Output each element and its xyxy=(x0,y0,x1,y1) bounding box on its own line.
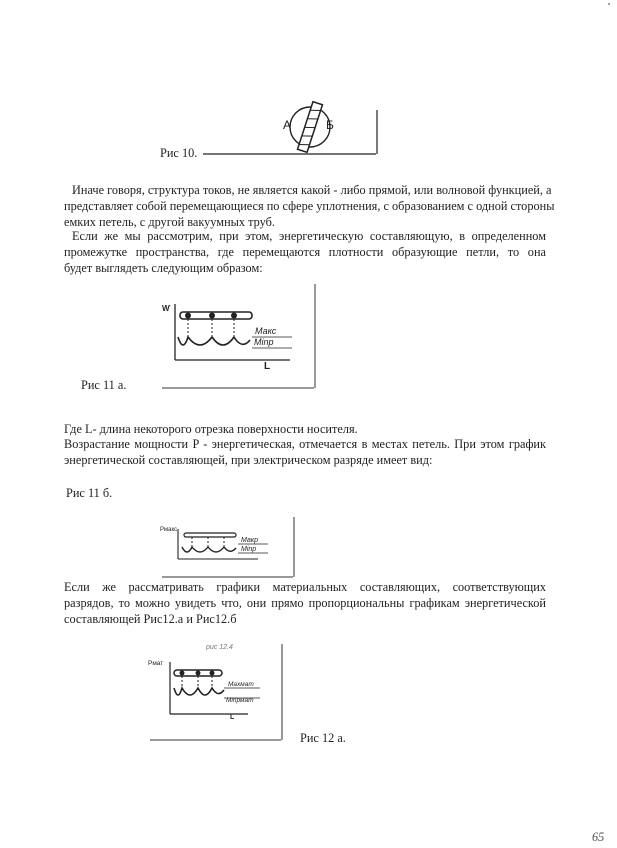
paragraph-2-line-1: Если же мы рассмотрим, при этом, энергетическую составляющую, в определенном xyxy=(72,229,546,243)
figure-11a-min-label: Minр xyxy=(254,337,274,347)
paragraph-3: Где L- длина некоторого отрезка поверхности носителя. xyxy=(64,422,358,436)
paragraph-1-line-2: представляет собой перемещающиеся по сфере уплотнения, с образованием с одной стороны xyxy=(64,199,555,213)
figure-11a xyxy=(150,280,325,395)
figure-11a-xlabel: L xyxy=(264,361,271,372)
label-b: Б xyxy=(326,118,334,132)
figure-10-caption: Рис 10. xyxy=(160,146,198,160)
figure-11a-caption: Рис 11 а. xyxy=(81,378,127,392)
figure-11b xyxy=(158,515,298,580)
paragraph-5-line-3: составляющей Рис12.а и Рис12.б xyxy=(64,612,237,626)
figure-11b-max-label: Макр xyxy=(241,537,259,544)
figure-11a-graph xyxy=(150,280,325,395)
figure-10-drawing xyxy=(200,95,390,160)
figure-12a-top-note: рис 12.4 xyxy=(206,644,233,651)
paragraph-2-line-2: промежутке пространства, где перемещаются плотности образующие петли, то она xyxy=(64,245,546,259)
figure-12a-max-label: Maxмат xyxy=(228,681,254,688)
figure-11b-caption: Рис 11 б. xyxy=(66,486,113,500)
figure-11a-max-label: Макс xyxy=(255,326,277,336)
page-number: 65 xyxy=(592,830,605,844)
paragraph-5-line-2: разрядов, то можно увидеть что, они прямо пропорциональны графикам энергетической xyxy=(64,596,546,610)
figure-11b-ylabel: Pмакс xyxy=(160,527,178,533)
paragraph-1-line-1: Иначе говоря, структура токов, не является какой - либо прямой, или волновой функцией, а xyxy=(72,183,552,197)
figure-12a-min-label: Minрмат xyxy=(226,697,254,704)
paragraph-4-line-2: энергетической составляющей, при электрическом разряде имеет вид: xyxy=(64,453,433,467)
paragraph-4-line-1: Возрастание мощности P - энергетическая, отмечается в местах петель. При этом график xyxy=(64,437,546,451)
figure-10 xyxy=(200,95,390,160)
figure-12a-caption: Рис 12 а. xyxy=(300,731,346,745)
label-a: А xyxy=(283,118,292,132)
paragraph-5-line-1: Если же рассматривать графики материальных составляющих, соответствующих xyxy=(64,580,546,594)
figure-12a xyxy=(148,640,288,745)
figure-12a-xlabel: L xyxy=(230,714,235,721)
corner-mark: ' xyxy=(608,1,610,13)
figure-12a-ylabel: Pмат xyxy=(148,660,164,667)
figure-11a-ylabel: Ⱳ xyxy=(162,304,171,313)
paragraph-1-line-3: емких петель, с другой вакуумных труб. xyxy=(64,215,275,229)
figure-11b-graph xyxy=(158,515,298,580)
paragraph-2-line-3: будет выглядеть следующим образом: xyxy=(64,261,263,275)
figure-11b-min-label: Minр xyxy=(241,546,257,553)
figure-12a-graph xyxy=(148,640,288,745)
